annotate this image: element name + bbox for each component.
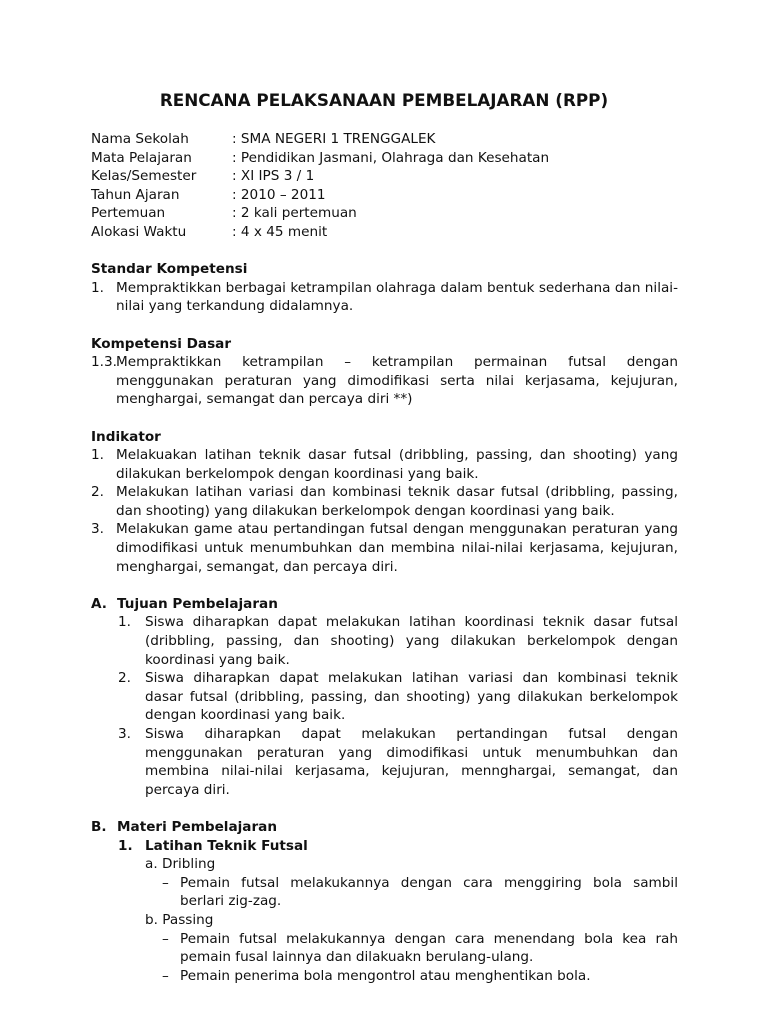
info-label: Tahun Ajaran xyxy=(91,186,180,203)
list-item xyxy=(118,725,678,799)
info-label: Kelas/Semester xyxy=(91,168,197,185)
info-label: Mata Pelajaran xyxy=(91,149,192,166)
info-value: : XI IPS 3 / 1 xyxy=(232,168,315,185)
item-text: Melakukan game atau pertandingan futsal dengan menggunakan peraturan yang dimodifikasi untuk menumbuhkan dan membina nilai-nilai kerjasama, kejujuran, menghargai, semangat, dan percaya diri. xyxy=(116,521,678,575)
list-item xyxy=(118,613,678,669)
item-text: Melakuakan latihan teknik dasar futsal (dribbling, passing, dan shooting) yang dilakukan berkelompok dengan koordinasi yang baik. xyxy=(116,447,678,482)
item-text: Pemain futsal melakukannya dengan cara menggiring bola sambil berlari zig-zag. xyxy=(180,874,678,910)
item-number: 1. xyxy=(91,279,104,296)
dash-marker: – xyxy=(162,930,169,947)
materi-subheading xyxy=(91,837,678,856)
info-row-class xyxy=(91,167,678,186)
indikator-list xyxy=(91,446,678,576)
list-item xyxy=(91,446,678,483)
materi-heading xyxy=(91,818,678,837)
item-text: Siswa diharapkan dapat melakukan latihan variasi dan kombinasi teknik dasar futsal (dribbling, passing, dan shooting) yang dilakukan berkelompok dengan koordinasi yang baik. xyxy=(145,670,678,724)
item-number: 3. xyxy=(91,521,104,538)
info-row-time xyxy=(91,223,678,242)
dash-marker: – xyxy=(162,874,169,891)
info-row-meeting xyxy=(91,204,678,223)
info-row-subject xyxy=(91,149,678,168)
item-text: Pemain futsal melakukannya dengan cara menendang bola kea rah pemain fusal lainnya dan dilakuakn berulang-ulang. xyxy=(180,930,678,966)
info-value: : 2010 – 2011 xyxy=(232,186,326,203)
tujuan-heading xyxy=(91,595,678,614)
item-text: Siswa diharapkan dapat melakukan latihan koordinasi teknik dasar futsal (dribbling, passing, dan shooting) yang dilakukan berkelompok dengan koordinasi yang baik. xyxy=(145,614,678,668)
item-number: 3. xyxy=(118,726,131,742)
list-item xyxy=(91,279,678,316)
indikator-heading: Indikator xyxy=(91,428,161,445)
section-title: Tujuan Pembelajaran xyxy=(117,595,278,612)
info-value: : 2 kali pertemuan xyxy=(232,205,357,222)
item-text: Pemain penerima bola mengontrol atau menghentikan bola. xyxy=(180,967,591,984)
section-title: Materi Pembelajaran xyxy=(117,818,278,835)
info-value: : Pendidikan Jasmani, Olahraga dan Kesehatan xyxy=(232,149,550,166)
item-number: 1. xyxy=(91,447,104,464)
info-label: Alokasi Waktu xyxy=(91,223,187,240)
list-item xyxy=(118,669,678,725)
kompetensi-dasar-item xyxy=(91,353,678,372)
section-letter: A. xyxy=(91,595,107,612)
info-row-year xyxy=(91,186,678,205)
item-number: 2. xyxy=(118,670,131,687)
item-text-continuation: menggunakan peraturan yang dimodifikasi serta nilai kerjasama, kejujuran, menghargai, semangat dan percaya diri **) xyxy=(116,372,678,408)
item-number: 1.3. xyxy=(91,354,117,371)
list-item xyxy=(91,483,678,520)
section-letter: B. xyxy=(91,818,107,835)
item-text: Mempraktikkan berbagai ketrampilan olahraga dalam bentuk sederhana dan nilai-nilai yang terkandung didalamnya. xyxy=(116,279,678,315)
info-row-school xyxy=(91,130,678,149)
dribling-label: a. Dribling xyxy=(145,856,216,873)
item-text-first-line: Mempraktikkan ketrampilan – ketrampilan permainan futsal dengan xyxy=(116,354,678,371)
standar-kompetensi-heading: Standar Kompetensi xyxy=(91,261,248,278)
list-item xyxy=(91,520,678,576)
dash-marker: – xyxy=(162,967,169,984)
passing-item xyxy=(91,967,678,986)
item-number: 2. xyxy=(91,484,104,501)
item-number: 1. xyxy=(118,614,131,631)
dribling-item xyxy=(91,874,678,911)
item-text: Siswa diharapkan dapat melakukan pertandingan futsal dengan menggunakan peraturan yang dimodifikasi untuk menumbuhkan dan membina nilai-nilai kerjasama, kejujuran, mennghargai, semangat, dan percaya diri. xyxy=(145,726,678,798)
kompetensi-dasar-heading: Kompetensi Dasar xyxy=(91,335,232,352)
subsection-number: 1. xyxy=(118,837,133,854)
info-value: : SMA NEGERI 1 TRENGGALEK xyxy=(232,131,436,147)
subsection-title: Latihan Teknik Futsal xyxy=(145,837,308,854)
passing-label: b. Passing xyxy=(145,911,214,928)
tujuan-list xyxy=(91,613,678,799)
info-block xyxy=(91,130,678,242)
item-text: Melakukan latihan variasi dan kombinasi teknik dasar futsal (dribbling, passing, dan shooting) yang dilakukan berkelompok dengan koordinasi yang baik. xyxy=(116,484,678,519)
info-label: Pertemuan xyxy=(91,205,166,222)
standar-kompetensi-list xyxy=(91,279,678,316)
info-value: : 4 x 45 menit xyxy=(232,223,328,240)
document-title: RENCANA PELAKSANAAN PEMBELAJARAN (RPP) xyxy=(159,90,609,110)
info-label: Nama Sekolah xyxy=(91,131,189,147)
document-content xyxy=(91,130,678,985)
passing-item xyxy=(91,930,678,967)
